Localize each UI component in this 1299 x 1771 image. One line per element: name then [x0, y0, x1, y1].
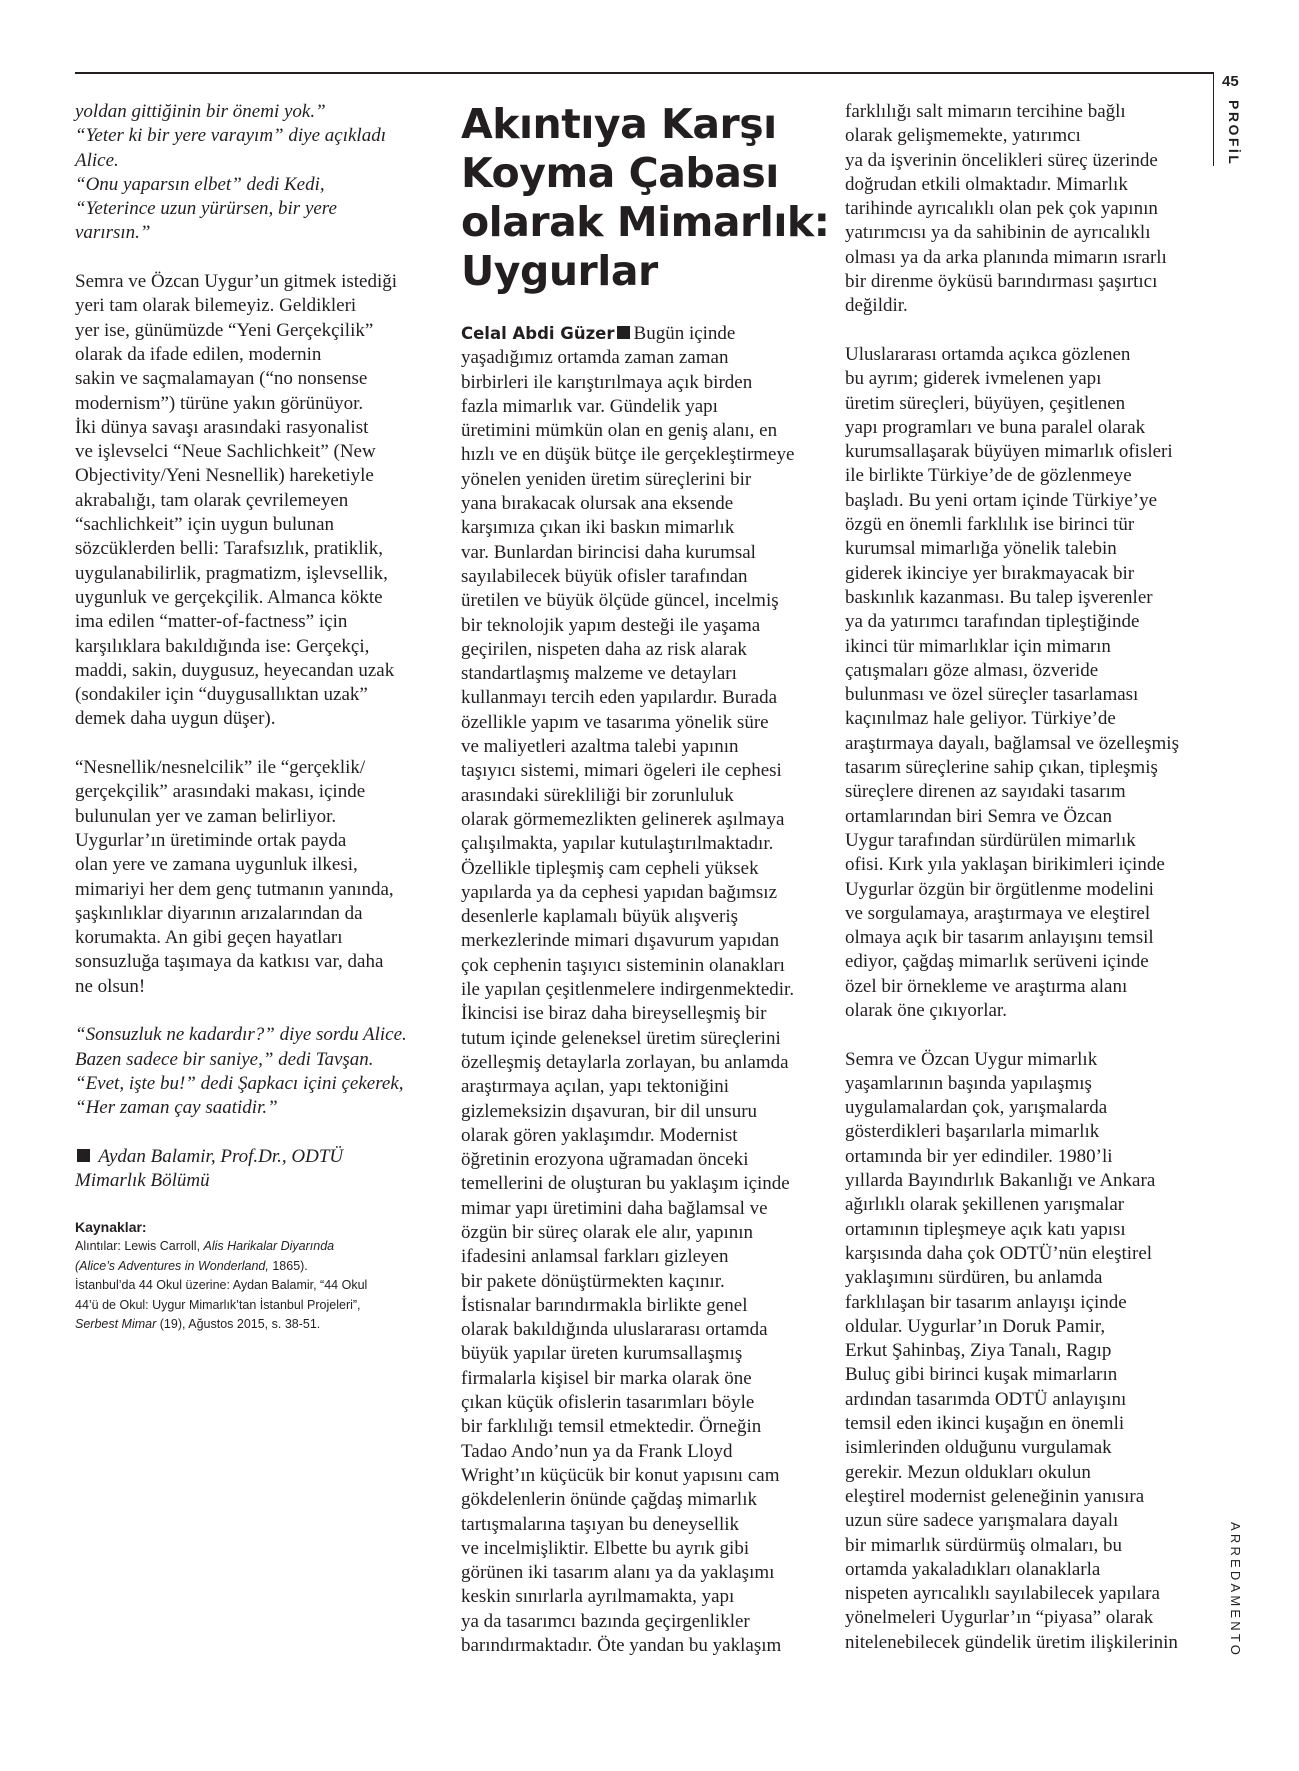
text-line: “Yeterince uzun yürürsen, bir yere	[75, 198, 337, 220]
text-line: yönelmeleri Uygurlar’ın “piyasa” olarak	[845, 1607, 1154, 1629]
text-line: ortamının tipleşmeye açık katı yapısı	[845, 1218, 1126, 1240]
text-line: üretilen ve büyük ölçüde güncel, incelmiş	[461, 590, 779, 612]
text-line: modernism”) türüne yakın görünüyor.	[75, 392, 364, 414]
square-bullet-icon	[617, 326, 630, 339]
text-line: olarak gelişmemekte, yatırımcı	[845, 125, 1081, 147]
text-line: özgü en önemli farklılık ise birinci tür	[845, 514, 1135, 536]
text-line: araştırmaya dayalı, bağlamsal ve özelleşmiş	[845, 732, 1179, 754]
text-line: yaşadığımız ortamda zaman zaman	[461, 347, 729, 369]
text-line: “sachlichkeit” için uygun bulunan	[75, 514, 335, 536]
text-line: ya da tasarımcı bazında geçirgenlikler	[461, 1610, 750, 1632]
source-line: Alıntılar: Lewis Carroll, Alis Harikalar Diyarında	[75, 1239, 335, 1254]
text-line: nispeten ayrıcalıklı sayılabilecek yapılara	[845, 1583, 1160, 1605]
text-line: Uygurlar	[461, 247, 658, 295]
text-line: tutum içinde geleneksel üretim süreçlerini	[461, 1027, 781, 1049]
text-line: bulunması ve özel süreçler tasarlaması	[845, 684, 1139, 706]
text-line: İstisnalar barındırmakla birlikte genel	[461, 1294, 748, 1316]
text-line: korumakta. An gibi geçen hayatları	[75, 927, 343, 949]
text-line: yeri tam olarak bilemeyiz. Geldikleri	[75, 295, 357, 317]
text-line: kurumsal mimarlığa yönelik talebin	[845, 538, 1117, 560]
text-line: çok cephenin taşıyıcı sisteminin olanakları	[461, 954, 785, 976]
text-line: ile birlikte Türkiye’de de gözlenmeye	[845, 465, 1132, 487]
text-line: kullanmayı tercih eden yapılardır. Burada	[461, 687, 778, 709]
text-line: temellerini de oluşturan bu yaklaşım içinde	[461, 1173, 790, 1195]
text-line: hızlı ve en düşük bütçe ile gerçekleştirmeye	[461, 444, 795, 466]
text-line: “Yeter ki bir yere varayım” diye açıkladı	[75, 125, 386, 147]
source-line: İstanbul’da 44 Okul üzerine: Aydan Balamir, “44 Okul	[75, 1278, 368, 1293]
text-line: Buluç gibi birinci kuşak mimarların	[845, 1364, 1118, 1386]
text-line: Uygur tarafından sürdürülen mimarlık	[845, 829, 1136, 851]
text-line: sayılabilecek büyük ofisler tarafından	[461, 565, 748, 587]
page-number-divider	[1213, 72, 1214, 166]
text-line: taşıyıcı sistemi, mimari ögeleri ile cephesi	[461, 760, 782, 782]
text-line: ya da yatırımcı tarafından tipleştiğinde	[845, 611, 1140, 633]
text-line: ofisi. Kırk yıla yaklaşan birikimleri içinde	[845, 854, 1165, 876]
text-line: “Nesnellik/nesnelcilik” ile “gerçeklik/	[75, 757, 366, 779]
text-line: birbirleri ile karıştırılmaya açık birden	[461, 371, 753, 393]
sources-heading: Kaynaklar:	[75, 1218, 147, 1235]
text-line: giderek ikinciye yer bırakmayacak bir	[845, 562, 1135, 584]
opening-quote	[75, 100, 443, 246]
author-signature	[75, 1145, 443, 1194]
text-line: isimlerinden olduğunu vurgulamak	[845, 1437, 1112, 1459]
text-line: ya da işverinin öncelikleri süreç üzerinde	[845, 149, 1158, 171]
text-line: uzun süre sadece yarışmalara dayalı	[845, 1510, 1119, 1532]
text-line: yer ise, günümüzde “Yeni Gerçekçilik”	[75, 319, 374, 341]
text-line: ne olsun!	[75, 975, 146, 997]
text-line: Akıntıya Karşı	[461, 100, 777, 148]
text-line: çatışmaları göze alması, özveride	[845, 659, 1099, 681]
text-line: olarak görmemezlikten gelinerek aşılmaya	[461, 808, 785, 830]
article-author: Celal Abdi Güzer	[461, 324, 615, 343]
text-line: tasarım süreçlerine sahip çıkan, tipleşmiş	[845, 757, 1158, 779]
text-line: varırsın.”	[75, 222, 151, 244]
article-body-lines	[461, 346, 831, 1658]
text-line: fazla mimarlık var. Gündelik yapı	[461, 395, 718, 417]
text-line: ediyor, çağdaş mimarlık serüveni içinde	[845, 951, 1149, 973]
text-line: Koyma Çabası	[461, 149, 779, 197]
text-line: ortamında bir yer edindiler. 1980’li	[845, 1145, 1113, 1167]
text-line: desenlerle kaplamalı büyük alışveriş	[461, 906, 738, 928]
text-line: olarak öne çıkıyorlar.	[845, 999, 1007, 1021]
text-line: ve işlevselci “Neue Sachlichkeit” (New	[75, 441, 376, 463]
text-line: karşılıklara bakıldığında ise: Gerçekçi,	[75, 635, 370, 657]
paragraph	[75, 756, 443, 999]
text-line: özgün bir süreç olarak ele alır, yapının	[461, 1221, 754, 1243]
text-line: tarihinde ayrıcalıklı olan pek çok yapının	[845, 198, 1158, 220]
text-line: çalışılmakta, yapılar kutulaştırılmaktadır.	[461, 833, 774, 855]
text-line: (sondakiler için “duygusallıktan uzak”	[75, 684, 368, 706]
text-line: “Onu yaparsın elbet” dedi Kedi,	[75, 173, 325, 195]
text-line: standartlaşmış malzeme ve detayları	[461, 663, 737, 685]
text-line: uygunluk ve gerçekçilik. Almanca kökte	[75, 586, 383, 608]
text-line: olarak da ifade edilen, modernin	[75, 343, 322, 365]
text-line: yıllarda Bayındırlık Bakanlığı ve Ankara	[845, 1170, 1156, 1192]
article-title	[461, 100, 831, 296]
text-line: merkezlerinde mimari dışavurum yapıdan	[461, 930, 780, 952]
text-line: üretimini mümkün olan en geniş alanı, en	[461, 420, 778, 442]
text-line: gökdelenlerin önünde çağdaş mimarlık	[461, 1489, 757, 1511]
text-line: oldular. Uygurlar’ın Doruk Pamir,	[845, 1315, 1106, 1337]
text-line: büyük yapılar üreten kurumsallaşmış	[461, 1343, 743, 1365]
text-line: ikinci tür mimarlıklar için mimarın	[845, 635, 1111, 657]
text-line: Alice.	[75, 149, 119, 171]
text-line: Wright’ın küçücük bir konut yapısını cam	[461, 1464, 780, 1486]
text-line: bir teknolojik yapım desteği ile yaşama	[461, 614, 761, 636]
text-line: Semra ve Özcan Uygur’un gitmek istediği	[75, 271, 398, 293]
text-line: Erkut Şahinbaş, Ziya Tanalı, Ragıp	[845, 1340, 1112, 1362]
text-line: ima edilen “matter-of-factness” için	[75, 611, 348, 633]
text-line: değildir.	[845, 295, 908, 317]
sources-block	[75, 1218, 443, 1335]
text-line: yaklaşımını sürdüren, bu anlamda	[845, 1267, 1103, 1289]
author-signature-line: Aydan Balamir, Prof.Dr., ODTÜ	[75, 1145, 443, 1169]
text-line: yaşamlarının başında yapılaşmış	[845, 1072, 1092, 1094]
text-line: özellikle yapım ve tasarıma yönelik süre	[461, 711, 769, 733]
text-line: yoldan gittiğinin bir önemi yok.”	[75, 101, 326, 122]
closing-quote	[75, 1023, 443, 1120]
magazine-name: ARREDAMENTO	[1228, 1522, 1243, 1659]
source-line: 44’ü de Okul: Uygur Mimarlık’tan İstanbul Projeleri”,	[75, 1297, 361, 1312]
text-line: başladı. Bu yeni ortam içinde Türkiye’ye	[845, 489, 1158, 511]
text-line: gerekir. Mezun oldukları okulun	[845, 1461, 1091, 1483]
source-line: (Alice’s Adventures in Wonderland, 1865).	[75, 1258, 308, 1273]
text-line: nitelenebilecek gündelik üretim ilişkilerinin	[845, 1631, 1178, 1653]
text-line: araştırmaya açılan, yapı tektoniğini	[461, 1076, 730, 1098]
text-line: olarak Mimarlık:	[461, 198, 830, 246]
text-line: uygulanabilirlik, pragmatizm, işlevsellik,	[75, 562, 388, 584]
paragraph	[845, 343, 1211, 1023]
text-line: demek daha uygun düşer).	[75, 708, 276, 730]
text-line: sonsuzluğa taşımaya da katkısı var, daha	[75, 951, 384, 973]
page-number: 45	[1222, 73, 1239, 90]
text-line: İkincisi ise biraz daha bireyselleşmiş bir	[461, 1003, 767, 1025]
text-line: farklılaşan bir tasarım anlayışı içinde	[845, 1291, 1127, 1313]
text-line: olan yere ve zamana uygunluk ilkesi,	[75, 854, 358, 876]
text-line: eleştirel modernist geleneğinin yanısıra	[845, 1485, 1145, 1507]
text-line: Objectivity/Yeni Nesnellik) hareketiyle	[75, 465, 374, 487]
square-bullet-icon	[77, 1149, 90, 1162]
column-middle	[461, 100, 831, 1683]
text-line: bu ayrım; giderek ivmelenen yapı	[845, 368, 1102, 390]
column-right	[845, 100, 1211, 1679]
text-line: Bazen sadece bir saniye,” dedi Tavşan.	[75, 1048, 374, 1070]
text-line: öğretinin erozyona uğramadan önceki	[461, 1149, 749, 1171]
text-line: firmalarla kişisel bir marka olarak öne	[461, 1367, 752, 1389]
top-rule	[75, 72, 1213, 74]
text-line: ve sorgulamaya, araştırmaya ve eleştirel	[845, 902, 1151, 924]
text-line: sözcüklerden belli: Tarafsızlık, pratiklik,	[75, 538, 384, 560]
text-line: özelleşmiş detaylarla zorlayan, bu anlamda	[461, 1051, 789, 1073]
article-body	[461, 322, 831, 1658]
paragraph	[845, 1048, 1211, 1655]
text-line: üretim süreçleri, büyüyen, çeşitlenen	[845, 392, 1126, 414]
text-line: mimariyi her dem genç tutmanın yanında,	[75, 878, 394, 900]
text-line: karşımıza çıkan iki baskın mimarlık	[461, 517, 735, 539]
text-line: yatırımcısı ya da sahibinin de ayrıcalıklı	[845, 222, 1151, 244]
source-line: Serbest Mimar (19), Ağustos 2015, s. 38-51.	[75, 1317, 321, 1332]
text-line: uygulamalardan çok, yarışmalarda	[845, 1097, 1108, 1119]
text-line: bir mimarlık sürdürmüş olmaları, bu	[845, 1534, 1123, 1556]
text-line: ve incelmişliktir. Elbette bu ayrık gibi	[461, 1537, 750, 1559]
text-line: olmaya açık bir tasarım anlayışını temsil	[845, 927, 1154, 949]
text-line: İki dünya savaşı arasındaki rasyonalist	[75, 416, 369, 438]
article-lead-line: Celal Abdi Güzer Bugün içinde	[461, 323, 736, 344]
text-line: olarak bakıldığında uluslararası ortamda	[461, 1319, 768, 1341]
text-line: barındırmaktadır. Öte yandan bu yaklaşım	[461, 1635, 782, 1657]
text-line: yönelen yeniden üretim süreçlerini bir	[461, 468, 752, 490]
text-line: baskınlık kazanması. Bu talep işverenler	[845, 586, 1153, 608]
text-line: Semra ve Özcan Uygur mimarlık	[845, 1048, 1098, 1070]
text-line: ortamlarından biri Semra ve Özcan	[845, 805, 1112, 827]
text-line: şaşkınlıklar diyarının arızalarından da	[75, 902, 363, 924]
text-line: olarak gören yaklaşımdır. Modernist	[461, 1124, 738, 1146]
section-label: PROFİL	[1226, 100, 1242, 167]
author-signature-line: Mimarlık Bölümü	[75, 1170, 210, 1192]
text-line: çıkan küçük ofislerin tasarımları böyle	[461, 1392, 755, 1414]
text-line: karşısında daha çok ODTÜ’nün eleştirel	[845, 1242, 1153, 1264]
text-line: bulunulan yer ve zaman belirliyor.	[75, 805, 337, 827]
text-line: gerçekçilik” arasındaki makası, içinde	[75, 781, 366, 803]
text-line: ve maliyetleri azaltma talebi yapının	[461, 736, 739, 758]
text-line: yana bırakacak olursak ana eksende	[461, 493, 734, 515]
text-line: ile yapılan çeşitlenmelere indirgenmektedir.	[461, 979, 795, 1001]
text-line: sakin ve saçmalamayan (“no nonsense	[75, 368, 368, 390]
text-line: görünen iki tasarım alanı ya da yaklaşımı	[461, 1562, 775, 1584]
paragraph	[75, 270, 443, 732]
text-line: Uygurlar’ın üretiminde ortak payda	[75, 829, 347, 851]
text-line: bir pakete dönüştürmekten kaçınır.	[461, 1270, 725, 1292]
text-line: keskin sınırlarla ayrılmamakta, yapı	[461, 1586, 735, 1608]
text-line: akrabalığı, tam olarak çevrilemeyen	[75, 489, 349, 511]
text-line: Özellikle tipleşmiş cam cepheli yüksek	[461, 857, 759, 879]
text-line: ağırlıklı olarak şekillenen yarışmalar	[845, 1194, 1125, 1216]
text-line: “Sonsuzluk ne kadardır?” diye sordu Alice.	[75, 1024, 407, 1046]
text-line: yapı programları ve buna paralel olarak	[845, 416, 1146, 438]
text-line: ortamda yakaladıkları olanaklarla	[845, 1558, 1101, 1580]
text-line: bir direnme öyküsü barındırması şaşırtıcı	[845, 271, 1158, 293]
text-line: ifadesini anlamsal farkları gizleyen	[461, 1246, 729, 1268]
text-line: doğrudan etkili olmaktadır. Mimarlık	[845, 173, 1128, 195]
text-line: Tadao Ando’nun ya da Frank Lloyd	[461, 1440, 733, 1462]
text-line: ardından tasarımda ODTÜ anlayışını	[845, 1388, 1127, 1410]
text-line: farklılığı salt mimarın tercihine bağlı	[845, 101, 1126, 122]
text-line: “Evet, işte bu!” dedi Şapkacı içini çekerek,	[75, 1072, 404, 1094]
text-line: gizlemeksizin dışavuran, bir dil unsuru	[461, 1100, 758, 1122]
text-line: mimar yapı üretimini daha bağlamsal ve	[461, 1197, 768, 1219]
text-line: yapılarda ya da cephesi yapıdan bağımsız	[461, 881, 778, 903]
text-line: arasındaki sürekliliği bir zorunluluk	[461, 784, 734, 806]
column-left	[75, 100, 443, 1335]
text-line: “Her zaman çay saatidir.”	[75, 1097, 278, 1119]
text-line: Uluslararası ortamda açıkca gözlenen	[845, 343, 1131, 365]
text-line: süreçlere direnen az sayıdaki tasarım	[845, 781, 1126, 803]
text-line: tartışmalarına taşıyan bu deneysellik	[461, 1513, 740, 1535]
text-line: Uygurlar özgün bir örgütlenme modelini	[845, 878, 1154, 900]
text-line: temsil eden ikinci kuşağın en önemli	[845, 1413, 1125, 1435]
text-line: kurumsallaşarak büyüyen mimarlık ofisleri	[845, 441, 1173, 463]
text-line: geçirilen, nispeten daha az risk alarak	[461, 638, 747, 660]
text-line: var. Bunlardan birincisi daha kurumsal	[461, 541, 756, 563]
text-line: kaçınılmaz hale geliyor. Türkiye’de	[845, 708, 1116, 730]
text-line: maddi, sakin, duygusuz, heyecandan uzak	[75, 659, 395, 681]
text-line: bir farklılığı temsil etmektedir. Örneğin	[461, 1416, 762, 1438]
text-line: özel bir örnekleme ve araştırma alanı	[845, 975, 1128, 997]
text-line: gösterdikleri başarılarla mimarlık	[845, 1121, 1100, 1143]
text-line: olması ya da arka planında mimarın ısrarlı	[845, 246, 1167, 268]
paragraph	[845, 100, 1211, 319]
